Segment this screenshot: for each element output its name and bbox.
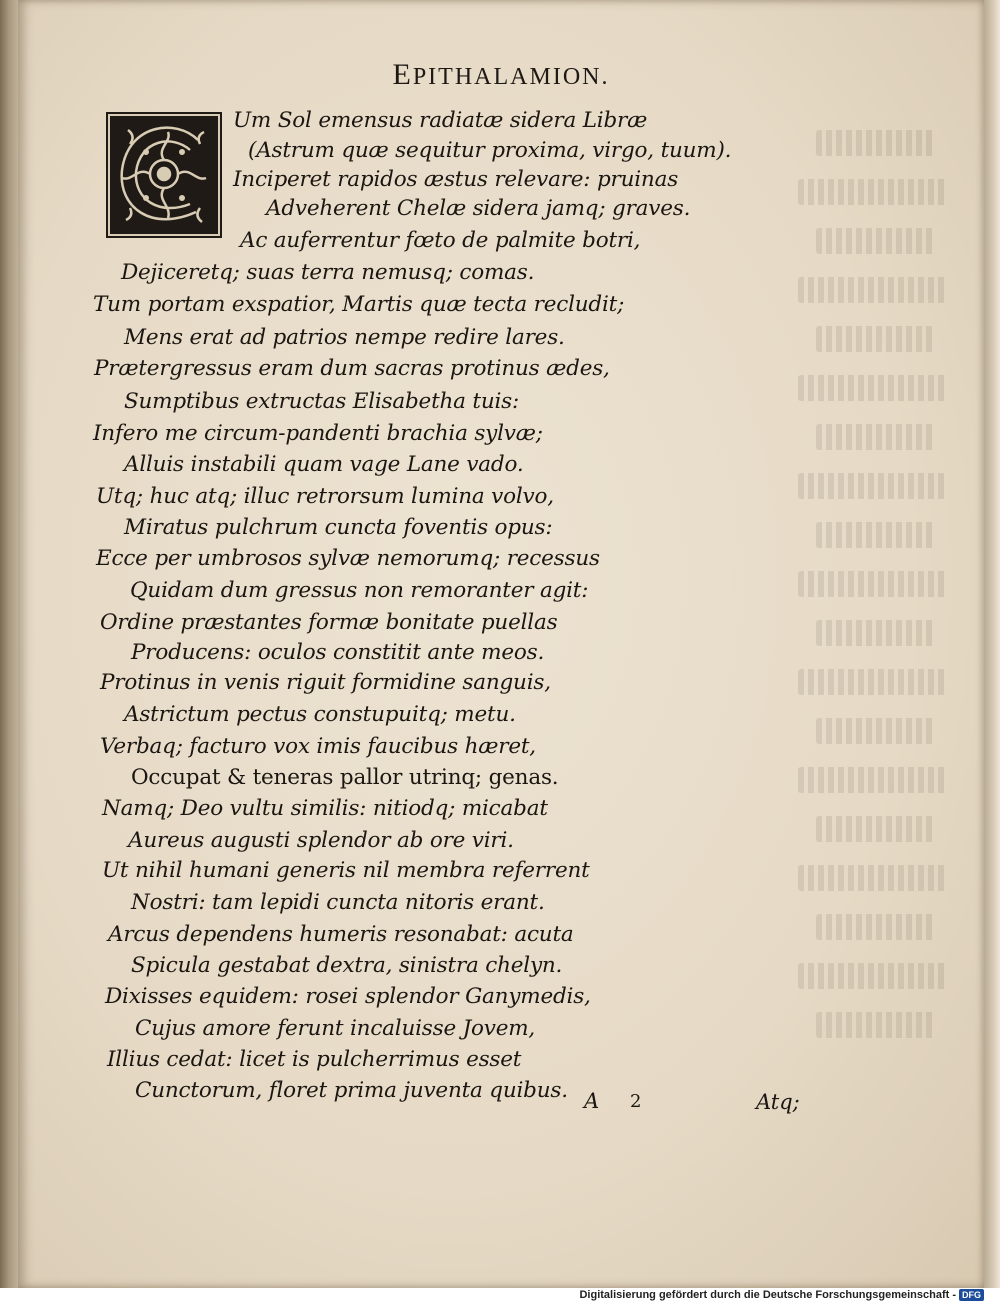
poem-line: Ordine præstantes formæ bonitate puellas	[100, 610, 558, 635]
poem-line: Arcus dependens humeris resonabat: acuta	[108, 922, 574, 947]
poem-line: Mens erat ad patrios nempe redire lares.	[124, 325, 565, 350]
poem-line: Dejiceretq; suas terra nemusq; comas.	[121, 260, 535, 285]
poem-line: Astrictum pectus constupuitq; metu.	[124, 702, 516, 727]
poem-line: Producens: oculos constitit ante meos.	[131, 640, 545, 665]
page-edge	[984, 0, 1000, 1288]
ornament-icon	[106, 112, 222, 238]
title-first-letter: E	[392, 58, 413, 91]
decorated-initial-c	[106, 112, 222, 238]
poem-line: Cujus amore ferunt incaluisse Jovem,	[135, 1016, 536, 1041]
poem-line: Namq; Deo vultu similis: nitiodq; micabat	[102, 796, 548, 821]
poem-line: Miratus pulchrum cuncta foventis opus:	[124, 515, 553, 540]
poem-line: Aureus augusti splendor ab ore viri.	[128, 828, 514, 853]
poem-line: Ecce per umbrosos sylvæ nemorumq; recessus	[96, 546, 600, 571]
poem-line: Infero me circum-pandenti brachia sylvæ;	[93, 421, 543, 446]
poem-line: Tum portam exspatior, Martis quæ tecta recludit;	[93, 292, 625, 317]
poem-line: Alluis instabili quam vage Lane vado.	[124, 452, 524, 477]
signature-mark: A	[584, 1089, 600, 1113]
poem-line: Occupat & teneras pallor utrinq; genas.	[131, 765, 559, 790]
poem-line: Cunctorum, floret prima juventa quibus.	[135, 1078, 568, 1103]
credit-text: Digitalisierung gefördert durch die Deutsche Forschungsgemeinschaft -	[579, 1289, 956, 1301]
poem-line: Prætergressus eram dum sacras protinus ædes,	[94, 356, 610, 381]
poem-line: Dixisses equidem: rosei splendor Ganymedis,	[105, 984, 591, 1009]
page-title	[18, 58, 984, 92]
poem-line: Spicula gestabat dextra, sinistra chelyn.	[131, 953, 563, 978]
poem-line: Adveherent Chelæ sidera jamq; graves.	[266, 196, 691, 221]
catchword: Atq;	[756, 1090, 800, 1114]
poem-line: Ut nihil humani generis nil membra referrent	[102, 858, 590, 883]
poem-line: Ac auferrentur fœto de palmite botri,	[240, 228, 641, 253]
poem-line: (Astrum quæ sequitur proxima, virgo, tuum).	[248, 138, 732, 163]
poem-line: Utq; huc atq; illuc retrorsum lumina volvo,	[96, 484, 554, 509]
poem-line: Protinus in venis riguit formidine sanguis,	[100, 670, 551, 695]
title-rest: PITHALAMION.	[412, 64, 610, 90]
poem-line: Nostri: tam lepidi cuncta nitoris erant.	[131, 890, 545, 915]
poem-line: Quidam dum gressus non remoranter agit:	[130, 578, 589, 603]
poem-line: Illius cedat: licet is pulcherrimus esset	[107, 1047, 522, 1072]
bleed-through-text	[798, 130, 988, 1090]
poem-line: Um Sol emensus radiatæ sidera Libræ	[233, 108, 648, 133]
poem-line: Verbaq; facturo vox imis faucibus hæret,	[100, 734, 536, 759]
signature-number: 2	[630, 1091, 642, 1112]
dfg-logo-icon: DFG	[959, 1289, 984, 1301]
book-page	[18, 0, 984, 1288]
digitization-credit	[579, 1289, 984, 1301]
poem-line: Inciperet rapidos æstus relevare: pruinas	[233, 167, 679, 192]
poem-line: Sumptibus extructas Elisabetha tuis:	[124, 389, 520, 414]
